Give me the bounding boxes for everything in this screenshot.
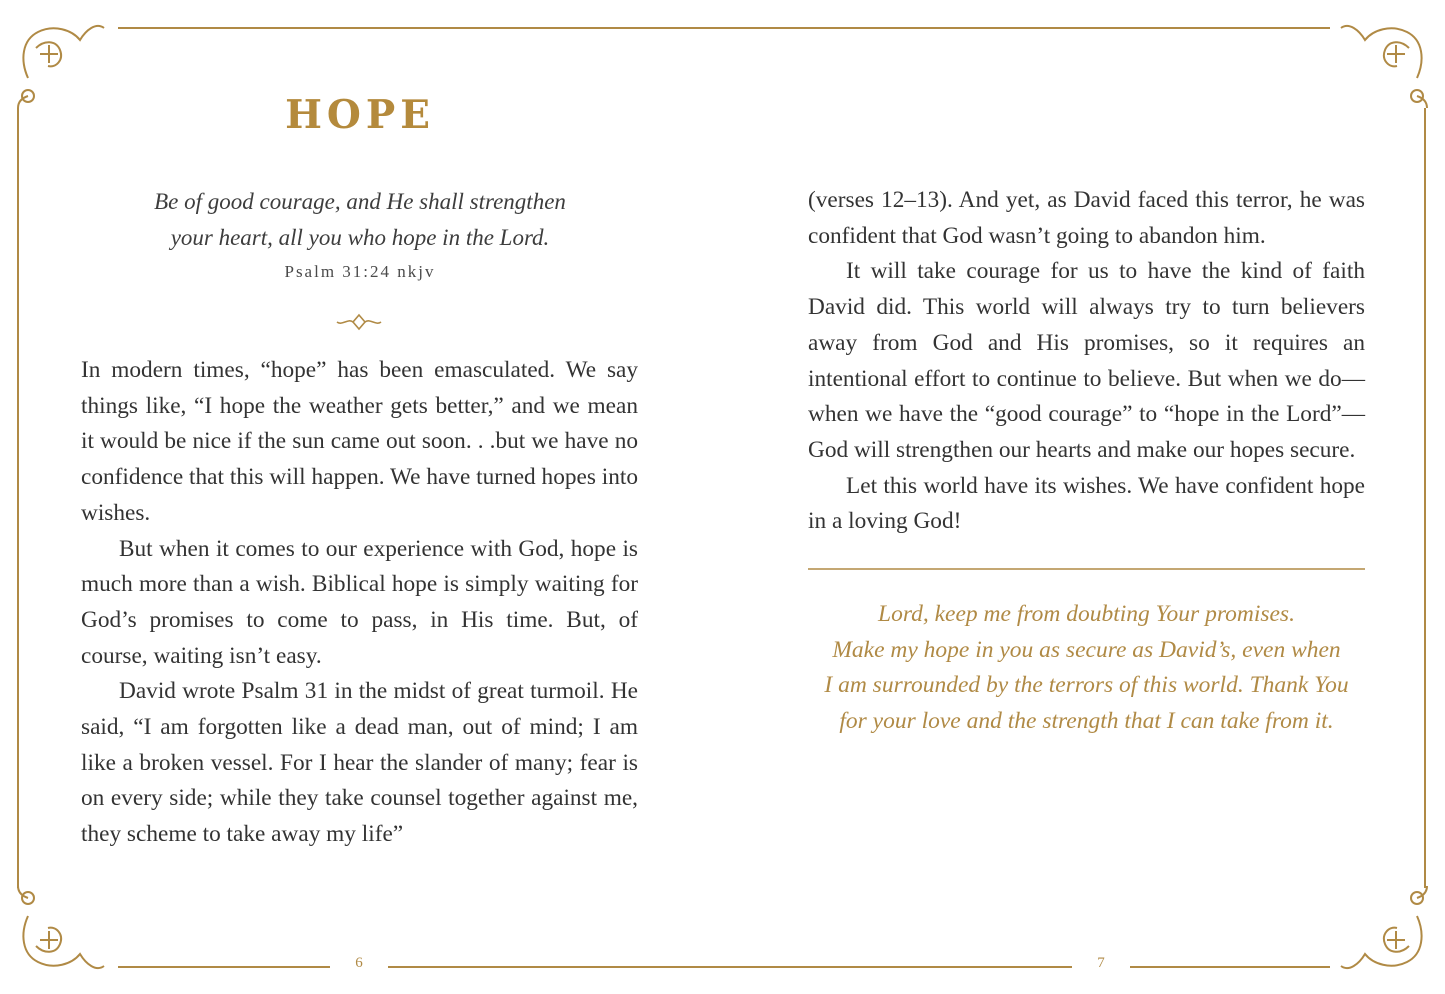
epigraph-line: Be of good courage, and He shall strengthen xyxy=(154,189,566,214)
body-paragraph: Let this world have its wishes. We have confident hope in a loving God! xyxy=(808,472,1365,535)
corner-ornament-bottom-right xyxy=(1341,886,1427,968)
body-paragraph: It will take courage for us to have the kind of faith David did. This world will always try to turn believers away from God and His promises, so it requires an intentional effort to continue to believe. But when we do—when we have the “good courage” to “hope in the Lord”—God will strengthen our hearts and make our hopes secure. xyxy=(808,258,1365,463)
body-paragraph: In modern times, “hope” has been emasculated. We say things like, “I hope the weather gets better,” and we mean it would be nice if the sun came out soon. . .but we have no confidence that this will happen. We have turned hopes into wishes. xyxy=(81,357,638,526)
prayer-line: for your love and the strength that I can take from it. xyxy=(839,708,1334,735)
diamond-flourish-icon xyxy=(336,312,382,332)
closing-prayer xyxy=(800,597,1373,740)
page-number-left: 6 xyxy=(355,955,363,971)
prayer-line: Lord, keep me from doubting Your promises. xyxy=(878,601,1295,627)
right-page-body xyxy=(808,183,1365,540)
prayer-line: Make my hope in you as secure as David’s, even when xyxy=(832,636,1341,663)
epigraph-reference: Psalm 31:24 nkjv xyxy=(284,262,436,281)
page-number-right: 7 xyxy=(1097,955,1105,971)
body-paragraph: (verses 12–13). And yet, as David faced this terror, he was confident that God wasn’t going to abandon him. xyxy=(808,187,1365,249)
prayer-line: I am surrounded by the terrors of this world. Thank You xyxy=(824,672,1349,699)
left-page-body xyxy=(81,353,638,853)
corner-ornament-top-right xyxy=(1341,26,1427,108)
body-paragraph: But when it comes to our experience with God, hope is much more than a wish. Biblical hope is simply waiting for God’s promises to come to pass, in His time. But, of course, waiting isn’t easy. xyxy=(81,535,638,669)
body-paragraph: David wrote Psalm 31 in the midst of great turmoil. He said, “I am forgotten like a dead man, out of mind; I am like a broken vessel. For I hear the slander of many; fear is on every side; while they take counsel together against me, they scheme to take away my life” xyxy=(81,678,638,848)
epigraph-verse xyxy=(110,184,610,256)
corner-ornament-top-left xyxy=(18,26,104,108)
chapter-title: HOPE xyxy=(285,92,435,138)
corner-ornament-bottom-left xyxy=(18,886,104,968)
epigraph-line: your heart, all you who hope in the Lord. xyxy=(170,225,550,250)
